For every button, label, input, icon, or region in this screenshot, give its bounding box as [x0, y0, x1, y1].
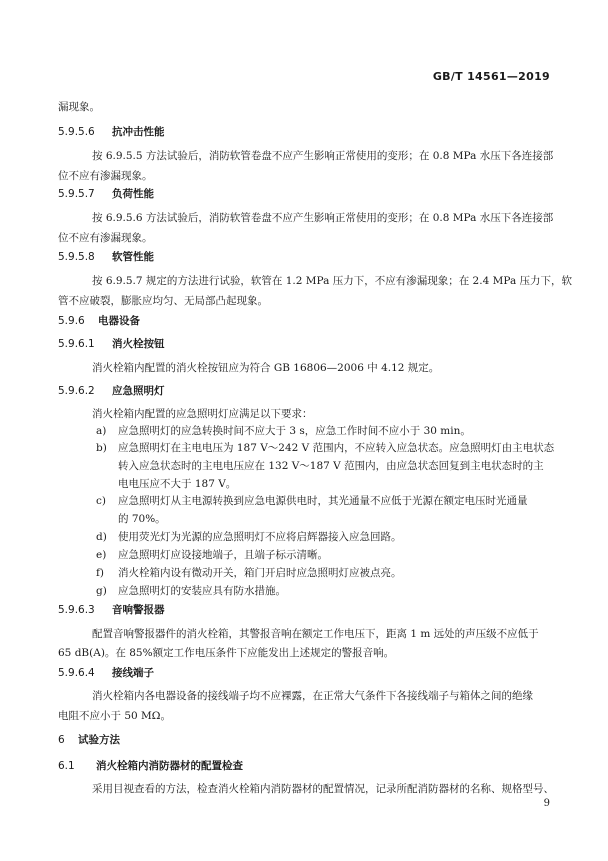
- body-text: 消火栓箱内配置的消火栓按钮应为符合 GB 16806—2006 中 4.12 规定。: [92, 362, 440, 374]
- list-marker: b): [96, 442, 107, 454]
- body-text: 65 dB(A)。在 85%额定工作电压条件下应能发出上述规定的警报音响。: [58, 647, 395, 659]
- section-number: 5.9.5.7: [58, 188, 95, 200]
- section-number: 5.9.6.4: [58, 667, 95, 679]
- list-item: [96, 424, 550, 438]
- page-number: 9: [543, 798, 550, 809]
- section-number: 5.9.6.2: [58, 385, 95, 397]
- body-text: 位不应有渗漏现象。: [58, 232, 153, 244]
- section-heading: [58, 603, 550, 617]
- section-title: 电器设备: [98, 315, 140, 327]
- section-heading: [58, 187, 550, 201]
- section-heading: [58, 125, 550, 139]
- section-title: 负荷性能: [112, 188, 154, 200]
- body-text: 消火栓箱内各电器设备的接线端子均不应裸露，在正常大气条件下各接线端子与箱体之间的绝缘: [92, 690, 533, 702]
- section-title: 接线端子: [112, 667, 154, 679]
- body-text: 按 6.9.5.7 规定的方法进行试验，软管在 1.2 MPa 压力下，不应有渗漏现象；在 2.4 MPa 压力下，软: [92, 275, 573, 287]
- list-item: [96, 566, 550, 580]
- section-number: 5.9.5.8: [58, 251, 95, 263]
- section-title: 抗冲击性能: [112, 126, 165, 138]
- section-title: 应急照明灯: [112, 385, 165, 397]
- chapter-number: 6: [58, 734, 65, 746]
- section-title: 音响警报器: [112, 604, 165, 616]
- list-marker: a): [96, 425, 107, 437]
- section-heading: [58, 314, 550, 328]
- body-text: 消火栓箱内配置的应急照明灯应满足以下要求：: [92, 408, 313, 420]
- section-heading: [58, 250, 550, 264]
- section-title: 消火栓按钮: [112, 338, 165, 350]
- continued-text: 漏现象。: [58, 101, 100, 113]
- chapter-title: 试验方法: [78, 734, 120, 746]
- body-text: 位不应有渗漏现象。: [58, 170, 153, 182]
- list-text: 消火栓箱内设有微动开关，箱门开启时应急照明灯应被点亮。: [118, 567, 402, 579]
- list-text: 应急照明灯在主电电压为 187 V～242 V 范围内，不应转入应急状态。应急照明灯由主电状态: [118, 442, 555, 454]
- list-marker: g): [96, 585, 107, 597]
- body-text: 管不应破裂，膨胀应均匀、无局部凸起现象。: [58, 295, 268, 307]
- section-number: 6.1: [58, 760, 75, 772]
- list-marker: d): [96, 531, 107, 543]
- list-text: 应急照明灯从主电源转换到应急电源供电时，其光通量不应低于光源在额定电压时光通量: [118, 495, 528, 507]
- section-number: 5.9.6.1: [58, 338, 95, 350]
- list-text-continued: 转入应急状态时的主电电压应在 132 V～187 V 范围内，由应急状态回复到主电状态时的主: [118, 460, 544, 472]
- section-heading: [58, 666, 550, 680]
- section-heading: [58, 759, 550, 773]
- body-text: 按 6.9.5.6 方法试验后，消防软管卷盘不应产生影响正常使用的变形；在 0.8 MPa 水压下各连接部: [92, 212, 554, 224]
- list-text-continued: 的 70%。: [118, 513, 166, 525]
- list-text-continued: 电电压应不大于 187 V。: [118, 478, 237, 490]
- list-item: [96, 494, 550, 508]
- section-title: 消火栓箱内消防器材的配置检查: [96, 760, 243, 772]
- list-item: [96, 548, 550, 562]
- list-marker: c): [96, 495, 106, 507]
- list-item: [96, 584, 550, 598]
- list-marker: f): [96, 567, 104, 579]
- section-number: 5.9.6: [58, 315, 85, 327]
- section-title: 软管性能: [112, 251, 154, 263]
- body-text: 采用目视查看的方法，检查消火栓箱内消防器材的配置情况，记录所配消防器材的名称、规格型号、: [92, 783, 554, 795]
- section-heading: [58, 337, 550, 351]
- list-text: 应急照明灯的应急转换时间不应大于 3 s，应急工作时间不应小于 30 min。: [118, 425, 471, 437]
- list-text: 应急照明灯应设接地端子，且端子标示清晰。: [118, 549, 328, 561]
- list-item: [96, 530, 550, 544]
- list-text: 使用荧光灯为光源的应急照明灯不应将启辉器接入应急回路。: [118, 531, 402, 543]
- list-text: 应急照明灯的安装应具有防水措施。: [118, 585, 286, 597]
- list-marker: e): [96, 549, 107, 561]
- list-item: [96, 441, 555, 455]
- body-text: 配置音响警报器件的消火栓箱，其警报音响在额定工作电压下，距离 1 m 远处的声压级不应低于: [92, 628, 539, 640]
- section-number: 5.9.5.6: [58, 126, 95, 138]
- body-text: 电阻不应小于 50 MΩ。: [58, 710, 171, 722]
- section-heading: [58, 384, 550, 398]
- chapter-heading: [58, 733, 550, 747]
- standard-code-header: GB/T 14561—2019: [432, 70, 550, 83]
- body-text: 按 6.9.5.5 方法试验后，消防软管卷盘不应产生影响正常使用的变形；在 0.8 MPa 水压下各连接部: [92, 150, 554, 162]
- section-number: 5.9.6.3: [58, 604, 95, 616]
